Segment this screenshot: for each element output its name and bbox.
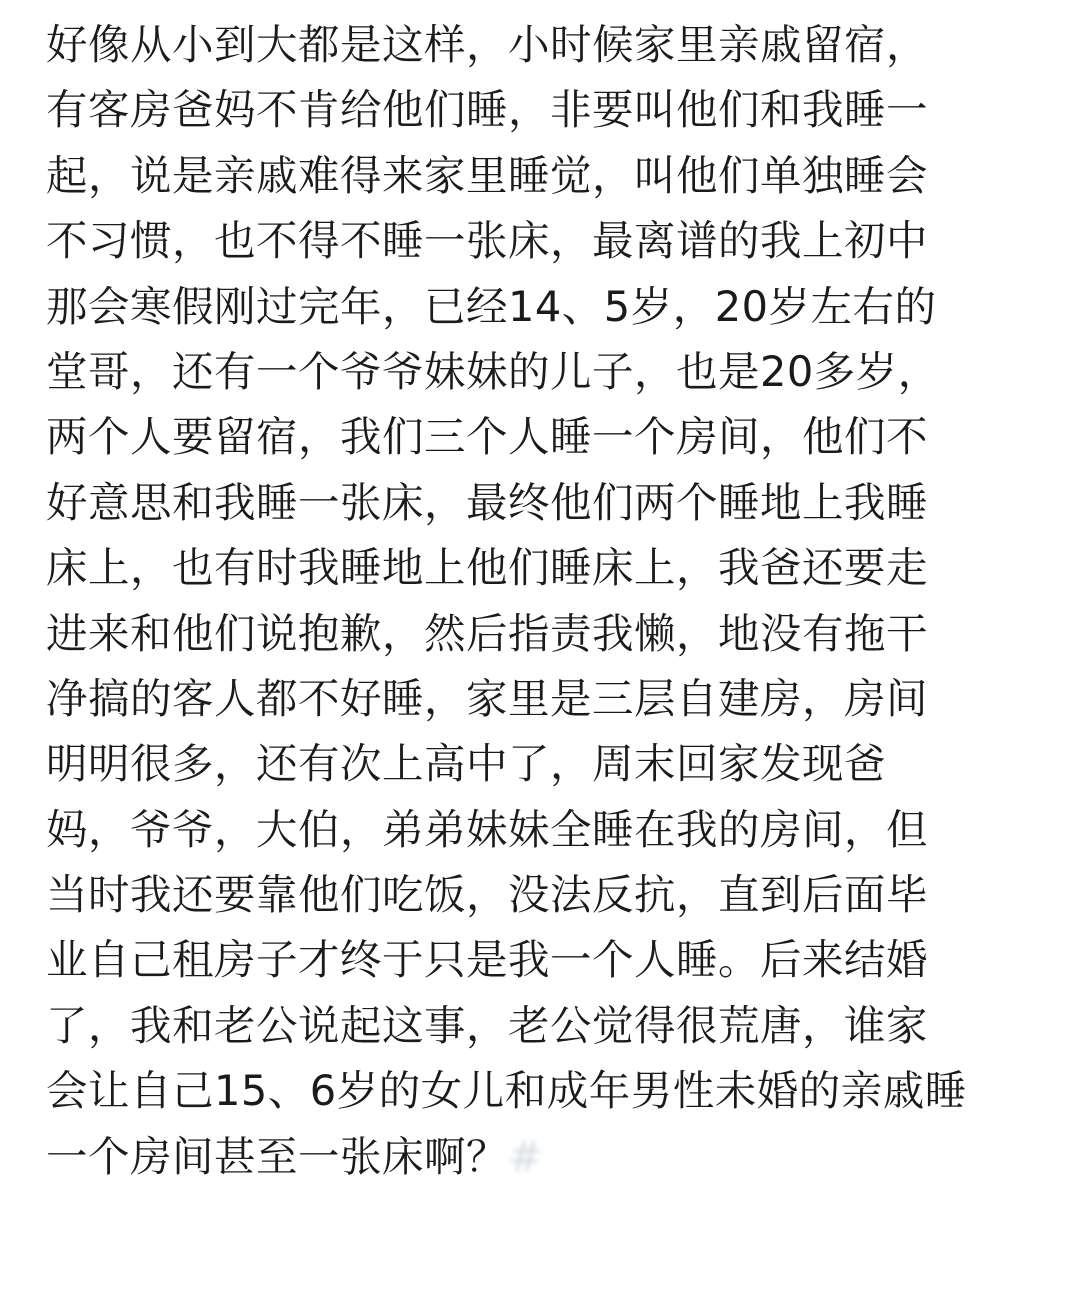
post-text-line: 当时我还要靠他们吃饭，没法反抗，直到后面毕 [46,870,929,920]
post-text-line: 明明很多，还有次上高中了，周末回家发现爸 [46,739,887,789]
post-text-line: 堂哥，还有一个爷爷妹妹的儿子，也是20多岁， [46,346,940,396]
post-text-line: 不习惯，也不得不睡一张床，最离谱的我上初中 [46,216,929,266]
post-text-line: 了，我和老公说起这事，老公觉得很荒唐，谁家 [46,1000,929,1050]
post-text-last-line [46,1124,1046,1189]
post-text-line: 妈，爷爷，大伯，弟弟妹妹全睡在我的房间，但 [46,804,929,854]
post-text-line: 好像从小到大都是这样，小时候家里亲戚留宿， [46,20,929,69]
post-text-line: 床上，也有时我睡地上他们睡床上，我爸还要走 [46,543,929,593]
post-text-line: 那会寒假刚过完年，已经14、5岁，20岁左右的 [46,281,937,331]
post-text-line: 净搞的客人都不好睡，家里是三层自建房，房间 [46,673,929,723]
post-text-line: 好意思和我睡一张床，最终他们两个睡地上我睡 [46,477,929,527]
post-text-line: 两个人要留宿，我们三个人睡一个房间，他们不 [46,412,929,462]
post-text [46,0,1046,1189]
post-text-line: 业自己租房子才终于只是我一个人睡。后来结婚 [46,935,929,985]
post-text-line: 有客房爸妈不肯给他们睡，非要叫他们和我睡一 [46,85,929,135]
post-text-line: 进来和他们说抱歉，然后指责我懒，地没有拖干 [46,608,929,658]
post-text-last-line-text: 一个房间甚至一张床啊？ [46,1131,509,1181]
post-text-line: 会让自己15、6岁的女儿和成年男性未婚的亲戚睡 [46,1066,967,1116]
post-text-line: 起，说是亲戚难得来家里睡觉，叫他们单独睡会 [46,150,929,200]
blurred-hashtag[interactable]: # [508,1131,544,1181]
